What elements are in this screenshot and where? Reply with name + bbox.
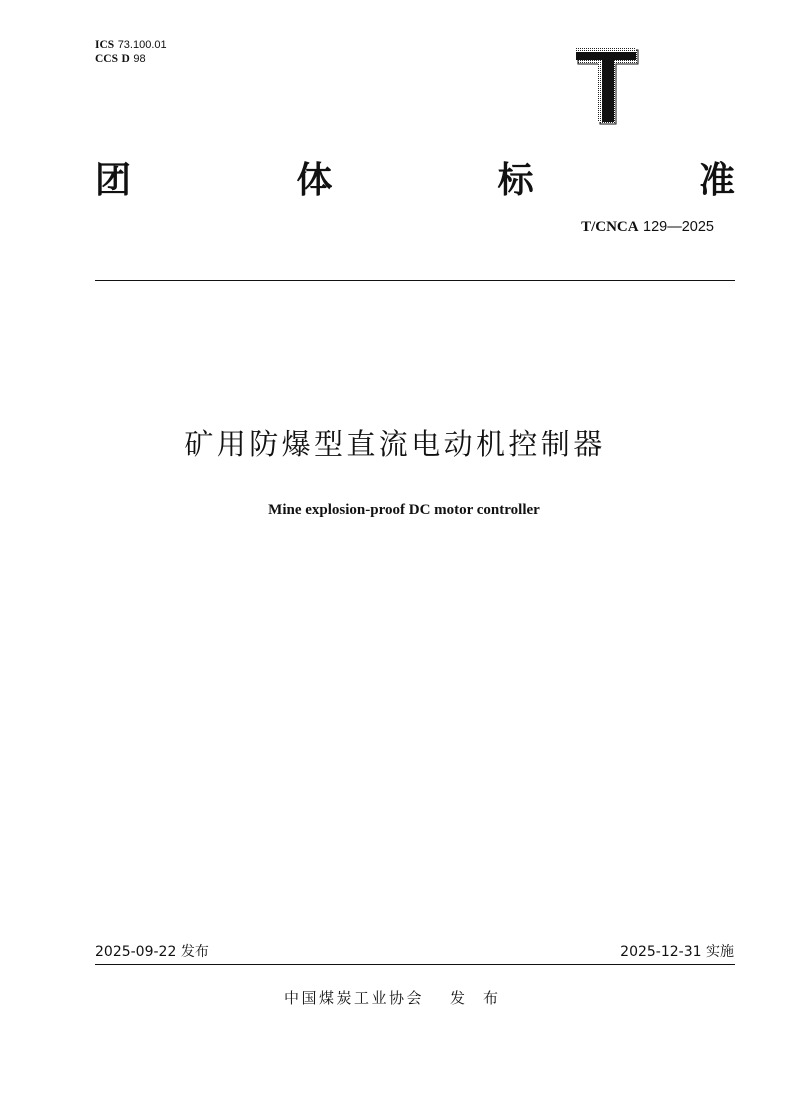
ics-code-row: [95, 38, 167, 52]
publisher-organization: 中国煤炭工业协会: [284, 989, 425, 1007]
ccs-value: 98: [133, 53, 146, 65]
implementation-date-value: 2025-12-31: [620, 944, 702, 960]
standard-number-value: 129—2025: [643, 219, 714, 235]
standard-type-heading: [95, 158, 735, 204]
ccs-label: CCS: [95, 53, 119, 65]
classification-codes: [95, 38, 167, 66]
standard-t-logo-icon: [576, 44, 640, 126]
issue-date-label: 发布: [180, 944, 209, 960]
standard-type-char: 准: [698, 160, 735, 201]
ccs-code-row: [95, 52, 167, 66]
document-title-chinese: 矿用防爆型直流电动机控制器: [184, 427, 606, 461]
ics-label: ICS: [95, 39, 115, 51]
standard-type-char: 团: [95, 160, 132, 201]
implementation-date: [620, 942, 734, 962]
publisher-line: [284, 987, 516, 1009]
document-title-english: Mine explosion-proof DC motor controller: [268, 502, 540, 518]
standard-type-char: 标: [497, 160, 534, 201]
ccs-class: D: [121, 53, 130, 65]
issue-date-value: 2025-09-22: [95, 944, 177, 960]
standard-number: [581, 218, 714, 236]
issue-date: [95, 942, 209, 962]
top-divider: [95, 280, 735, 281]
publisher-action: 发布: [450, 989, 517, 1007]
standard-type-char: 体: [296, 160, 333, 201]
implementation-date-label: 实施: [706, 944, 734, 960]
ics-value: 73.100.01: [117, 39, 167, 51]
bottom-divider: [95, 964, 735, 965]
standard-number-prefix: T/CNCA: [581, 219, 639, 235]
